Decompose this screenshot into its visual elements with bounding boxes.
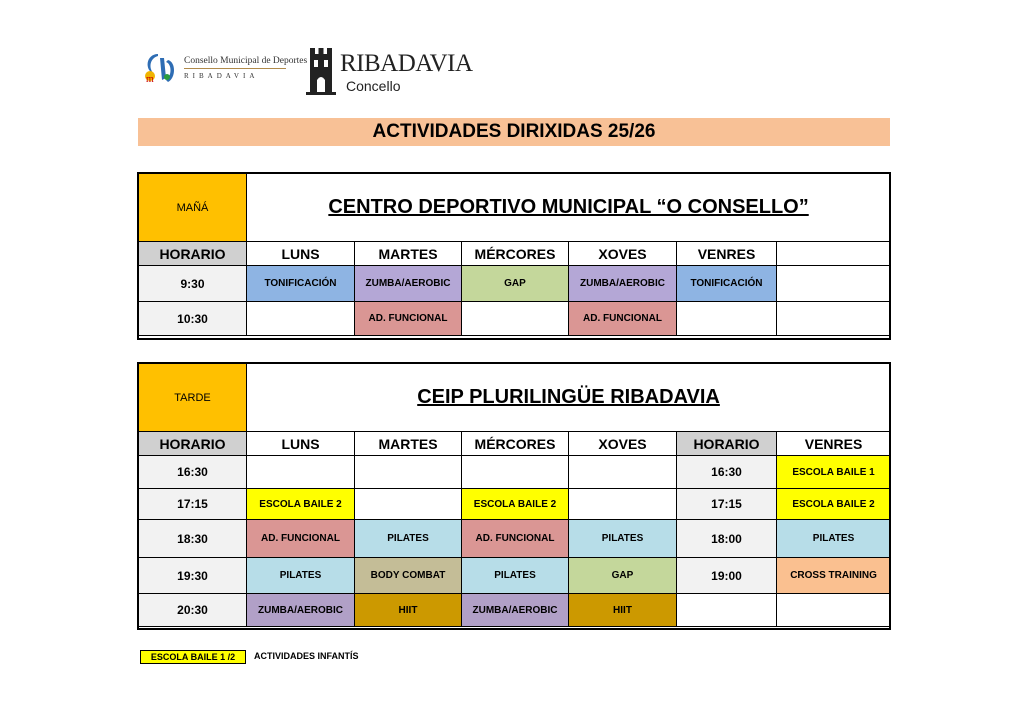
- activity-cell: TONIFICACIÓN: [677, 266, 777, 302]
- column-header: HORARIO: [139, 432, 247, 456]
- activity-cell: PILATES: [569, 520, 677, 558]
- time-cell: 17:15: [139, 489, 247, 520]
- column-header: LUNS: [247, 242, 355, 266]
- time-cell: 10:30: [139, 302, 247, 336]
- activity-cell: TONIFICACIÓN: [247, 266, 355, 302]
- ribadavia-concello-logo: [306, 44, 473, 100]
- friday-time-cell: 19:00: [677, 558, 777, 594]
- time-cell: 18:30: [139, 520, 247, 558]
- column-header: MARTES: [355, 242, 462, 266]
- time-cell: 20:30: [139, 594, 247, 627]
- empty-cell: [462, 302, 569, 336]
- column-header: MÉRCORES: [462, 432, 569, 456]
- activity-cell: ZUMBA/AEROBIC: [355, 266, 462, 302]
- shift-label: MAÑÁ: [139, 174, 247, 242]
- shift-label: TARDE: [139, 364, 247, 432]
- column-header: XOVES: [569, 432, 677, 456]
- activity-cell: PILATES: [462, 558, 569, 594]
- morning-schedule-table: [138, 173, 891, 336]
- logo-right-line1: RIBADAVIA: [340, 50, 473, 77]
- svg-text:m: m: [146, 74, 154, 85]
- activity-cell: ESCOLA BAILE 2: [247, 489, 355, 520]
- empty-cell: [677, 594, 777, 627]
- activity-cell: HIIT: [569, 594, 677, 627]
- column-header: MARTES: [355, 432, 462, 456]
- table-row: [139, 594, 891, 627]
- legend-swatch: ESCOLA BAILE 1 /2: [140, 650, 246, 664]
- column-header: VENRES: [777, 432, 891, 456]
- empty-cell: [777, 594, 891, 627]
- friday-time-cell: 18:00: [677, 520, 777, 558]
- table-row: [139, 302, 891, 336]
- time-cell: 9:30: [139, 266, 247, 302]
- column-header: HORARIO: [139, 242, 247, 266]
- table-row: [139, 520, 891, 558]
- activity-cell: AD. FUNCIONAL: [355, 302, 462, 336]
- activity-cell: GAP: [569, 558, 677, 594]
- empty-cell: [247, 456, 355, 489]
- column-header: MÉRCORES: [462, 242, 569, 266]
- consello-deportes-logo: [140, 50, 308, 90]
- column-header: HORARIO: [677, 432, 777, 456]
- logo-left-line2: RIBADAVIA: [184, 72, 259, 80]
- empty-cell: [247, 302, 355, 336]
- column-header: VENRES: [677, 242, 777, 266]
- empty-cell: [677, 302, 777, 336]
- friday-activity-cell: CROSS TRAINING: [777, 558, 891, 594]
- legend-label: ACTIVIDADES INFANTÍS: [254, 651, 359, 661]
- empty-cell: [569, 456, 677, 489]
- activity-cell: AD. FUNCIONAL: [569, 302, 677, 336]
- time-cell: 16:30: [139, 456, 247, 489]
- activity-cell: HIIT: [355, 594, 462, 627]
- column-header: LUNS: [247, 432, 355, 456]
- venue-title: CENTRO DEPORTIVO MUNICIPAL “O CONSELLO”: [247, 174, 891, 242]
- empty-cell: [777, 302, 891, 336]
- empty-cell: [355, 456, 462, 489]
- friday-time-cell: 17:15: [677, 489, 777, 520]
- activity-cell: ZUMBA/AEROBIC: [462, 594, 569, 627]
- activity-cell: BODY COMBAT: [355, 558, 462, 594]
- time-cell: 19:30: [139, 558, 247, 594]
- empty-cell: [355, 489, 462, 520]
- venue-title: CEIP PLURILINGÜE RIBADAVIA: [247, 364, 891, 432]
- table-row: [139, 266, 891, 302]
- empty-cell: [569, 489, 677, 520]
- logo-right-line2: Concello: [346, 78, 401, 94]
- table-row: [139, 558, 891, 594]
- logo-divider: [184, 68, 286, 69]
- activity-cell: ZUMBA/AEROBIC: [569, 266, 677, 302]
- activity-cell: AD. FUNCIONAL: [247, 520, 355, 558]
- activity-cell: ZUMBA/AEROBIC: [247, 594, 355, 627]
- activity-cell: PILATES: [247, 558, 355, 594]
- friday-activity-cell: PILATES: [777, 520, 891, 558]
- activity-cell: ESCOLA BAILE 2: [462, 489, 569, 520]
- cmd-emblem-icon: [140, 50, 180, 86]
- empty-cell: [777, 266, 891, 302]
- afternoon-schedule-table: [138, 363, 891, 627]
- activity-cell: PILATES: [355, 520, 462, 558]
- logo-left-line1: Consello Municipal de Deportes: [184, 56, 308, 66]
- friday-time-cell: 16:30: [677, 456, 777, 489]
- table-row: [139, 489, 891, 520]
- activity-cell: GAP: [462, 266, 569, 302]
- empty-cell: [462, 456, 569, 489]
- activity-cell: AD. FUNCIONAL: [462, 520, 569, 558]
- friday-activity-cell: ESCOLA BAILE 1: [777, 456, 891, 489]
- column-header-empty: [777, 242, 891, 266]
- friday-activity-cell: ESCOLA BAILE 2: [777, 489, 891, 520]
- column-header: XOVES: [569, 242, 677, 266]
- page-title: ACTIVIDADES DIRIXIDAS 25/26: [138, 118, 890, 146]
- table-row: [139, 456, 891, 489]
- castle-tower-icon: [306, 44, 336, 96]
